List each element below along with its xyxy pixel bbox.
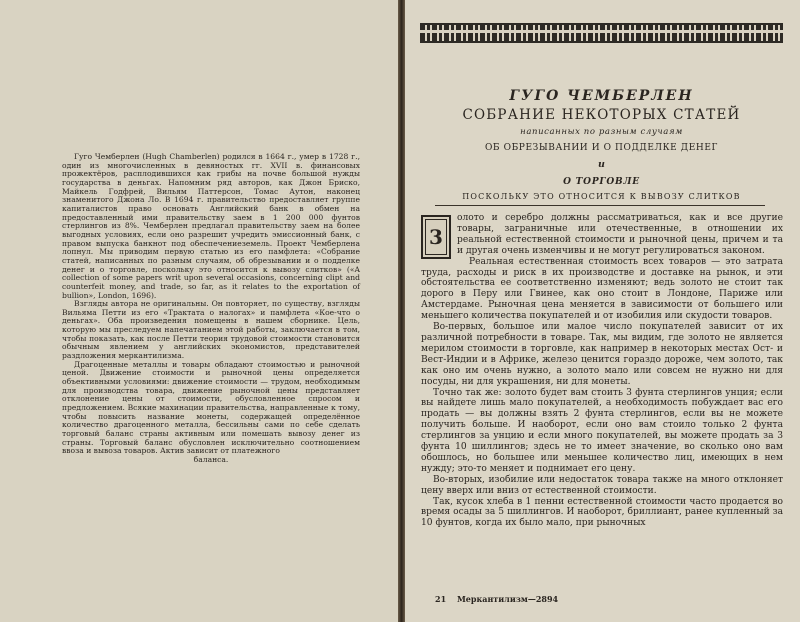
- subtitle-clipping: ОБ ОБРЕЗЫВАНИИ И О ПОДДЕЛКЕ ДЕНЕГ: [484, 143, 719, 153]
- left-page: [0, 0, 398, 622]
- body-paragraph: Во-вторых, изобилие или недостаток товара также на много отклоняет цену вверх или вниз от естественной стоимости.: [421, 474, 783, 496]
- article-title: СОБРАНИЕ НЕКОТОРЫХ СТАТЕЙ: [462, 107, 741, 123]
- body-paragraph: [421, 213, 783, 257]
- intro-paragraph: Гуго Чемберлен (Hugh Chamberlen) родился в 1664 г., умер в 1728 г., один из многочисленных в девяностых гг. XVII в. финансовых прожектёров, расплодившихся как грибы на почве большой нужды государства в деньгах. Напомним ряд авторов, как Джон Бриско, Майкель Годфрей, Вильям Паттерсон, Томас Аутон, наконец знаменитого Джона Ло. В 1694 г. правительство предоставляет группе капиталистов право основать Английский банк в обмен на предоставленный ими правительству заем в 1 200 000 фунтов стерлингов из 8%. Чемберлен предлагал правительству заем на более выгодных условиях, если оно разрешит учредить эмиссионный банк, с правом выпуска банкнот под обеспечениеземель. Проект Чемберлена лопнул. Мы приводим первую статью из его памфлета: «Собрание статей, написанных по разным случаям, об обрезывании и о подделке денег и о торговле, поскольку это относится к вывозу слитков» («A collection of some papers writ upon several occasions, concerning clipt and counterfeit money, and trade, so far, as it relates to the exportation of bullion», London, 1696).: [62, 152, 360, 300]
- subtitle-trade: О ТОРГОВЛЕ: [563, 177, 640, 187]
- intro-paragraph: Взгляды автора не оригинальны. Он повторяет, по существу, взгляды Вильяма Петти из его «Трактата о налогах» и памфлета «Кое-что о деньгах». Оба произведения помещены в нашем сборнике. Цель, которую мы преследуем напечатанием этой работы, заключается в том, чтобы показать, как после Петти теория трудовой стоимости становится обычным явлением у английских экономистов, представителей раздложения меркантилизма.: [62, 299, 360, 361]
- page-footer: [435, 594, 566, 604]
- body-paragraph-text: олото и серебро должны рассматриваться, как и все другие товары, заграничные или отечественные, в отношении их реальной естественной стоимости и рыночной цены, причем и та и другая очень изменчивы и не могут регулироваться законом.: [457, 213, 783, 256]
- body-paragraph: Точно так же: золото будет вам стоить 3 фунта стерлингов унция; если вы найдете лишь мало покупателей, а необходимость побуждает вас его продать — вы должны взять 2 фунта стерлингов, если вы не можете получить больше. И наоборот, если оно вам стоило только 2 фунта стерлингов за унцию и если много покупателей, вы можете продать за 3 фунта 10 шиллингов; здесь не то имеет значение, во сколько оно вам обошлось, но большее или меньшее количество лиц, имеющих в нем нужду; это-то меняет и поднимает его цену.: [421, 387, 783, 474]
- intro-paragraph: Драгоценные металлы и товары обладают стоимостью и рыночной ценой. Движение стоимости и рыночной цены определяется объективными условиями: движение стоимости — трудом, необходимым для производства товара, движение рыночной цены представляет отклонение цены от стоимости, обусловленное спросом и предложением. Всякие махинации правительства, направленные к тому, чтобы повысить название монеты, содержащей определённое количество драгоценного металла, бессильны сами по себе сделать торговый баланс страны активным или помешать вывозу денег из страны. Торговый баланс обусловлен исключительно соотношением ввоза и вывоза товаров. Актив зависит от платежного: [62, 359, 360, 456]
- drop-cap-initial: 3: [421, 215, 451, 259]
- intro-ending: баланса.: [193, 454, 229, 464]
- editor-introduction: [62, 153, 360, 465]
- book-spine: [398, 0, 405, 622]
- printer-signature: Меркантилизм—2894: [456, 594, 559, 604]
- right-page: [405, 0, 800, 622]
- subtitle-occasions: написанных по разным случаям: [520, 127, 683, 137]
- body-paragraph: Реальная естественная стоимость всех товаров — это затрата труда, расходы и риск в их производстве и доставке на рынок, и эти обстоятельства ее соответственно изменяют; ведь золото не стоит так дорого в Перу или Гвинее, как оно стоит в Лондоне, Париже или Амстердаме. Рыночная цена меняется в зависимости от большего или меньшего количества покупателей и от изобилия или скудости товаров.: [421, 256, 783, 322]
- subtitle-bullion: ПОСКОЛЬКУ ЭТО ОТНОСИТСЯ К ВЫВОЗУ СЛИТКОВ: [462, 192, 741, 201]
- page-number: 21: [435, 594, 447, 604]
- body-paragraph: Во-первых, большое или малое число покупателей зависит от их различной потребности в товаре. Так, мы видим, где золото не является мерилом стоимости в торговле, как например в некоторых местах Ост- и Вест-Индии и в Африке, железо ценится гораздо дороже, чем золото, так как оно им очень нужно, а золото мало или совсем не нужно ни для посуды, ни для украшения, ни для монеты.: [421, 322, 783, 387]
- heading-rule: [435, 205, 765, 206]
- body-paragraph: Так, кусок хлеба в 1 пенни естественной стоимости часто продается во время осады за 5 шиллингов. И наоборот, бриллиант, ранее купленный за 10 фунтов, когда их было мало, при рыночных: [421, 496, 783, 529]
- ornamental-header-band: [420, 23, 783, 43]
- author-heading: ГУГО ЧЕМБЕРЛЕН: [509, 88, 694, 104]
- article-body: [421, 213, 783, 529]
- subtitle-conjunction: и: [598, 159, 605, 170]
